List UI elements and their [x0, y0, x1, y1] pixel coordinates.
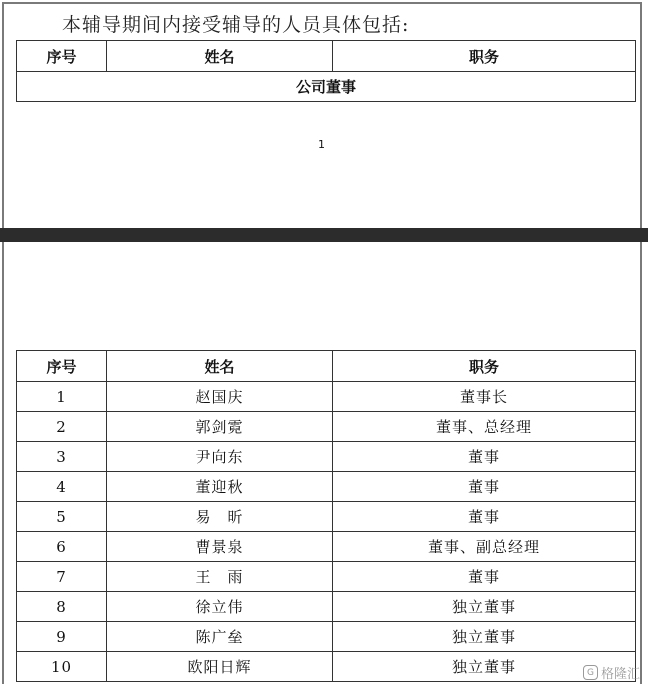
page-number: 1: [318, 138, 325, 151]
section-row: [17, 72, 636, 102]
watermark: [583, 663, 640, 682]
table-row: [17, 502, 636, 532]
gelonghui-logo-icon: G: [583, 665, 598, 680]
cell-name: 曹景泉: [107, 532, 333, 562]
header-name: 姓名: [107, 41, 333, 72]
page-separator: [0, 228, 648, 242]
cell-name: 陈广垒: [107, 622, 333, 652]
table-row: [17, 382, 636, 412]
cell-title: 董事: [333, 562, 636, 592]
cell-name: 尹向东: [107, 442, 333, 472]
cell-title: 独立董事: [333, 652, 636, 682]
table-row: [17, 472, 636, 502]
header-no: 序号: [17, 351, 107, 382]
cell-no: 4: [17, 472, 107, 502]
table-body: [17, 382, 636, 682]
cell-title: 独立董事: [333, 622, 636, 652]
cell-title: 董事: [333, 502, 636, 532]
cell-name: 欧阳日辉: [107, 652, 333, 682]
section-label: 公司董事: [17, 72, 636, 102]
cell-no: 5: [17, 502, 107, 532]
cell-name: 董迎秋: [107, 472, 333, 502]
header-row: [17, 41, 636, 72]
cell-title: 董事: [333, 442, 636, 472]
header-no: 序号: [17, 41, 107, 72]
table-row: [17, 442, 636, 472]
cell-no: 2: [17, 412, 107, 442]
cell-no: 6: [17, 532, 107, 562]
cell-name: 王 雨: [107, 562, 333, 592]
table-row: [17, 622, 636, 652]
cell-no: 7: [17, 562, 107, 592]
cell-no: 8: [17, 592, 107, 622]
cell-name: 易 昕: [107, 502, 333, 532]
cell-no: 10: [17, 652, 107, 682]
cell-title: 董事、副总经理: [333, 532, 636, 562]
intro-text: 本辅导期间内接受辅导的人员具体包括:: [62, 14, 410, 36]
cell-no: 3: [17, 442, 107, 472]
table-row: [17, 652, 636, 682]
table-row: [17, 532, 636, 562]
watermark-text: 格隆汇: [600, 667, 640, 682]
cell-name: 徐立伟: [107, 592, 333, 622]
header-title: 职务: [333, 351, 636, 382]
cell-title: 独立董事: [333, 592, 636, 622]
cell-no: 1: [17, 382, 107, 412]
table-row: [17, 412, 636, 442]
cell-name: 赵国庆: [107, 382, 333, 412]
header-row: [17, 351, 636, 382]
header-name: 姓名: [107, 351, 333, 382]
cell-title: 董事: [333, 472, 636, 502]
cell-name: 郭剑霓: [107, 412, 333, 442]
table-row: [17, 562, 636, 592]
cell-title: 董事、总经理: [333, 412, 636, 442]
table-row: [17, 592, 636, 622]
header-title: 职务: [333, 41, 636, 72]
cell-no: 9: [17, 622, 107, 652]
directors-table-header: [16, 40, 636, 102]
directors-table: [16, 350, 636, 682]
cell-title: 董事长: [333, 382, 636, 412]
